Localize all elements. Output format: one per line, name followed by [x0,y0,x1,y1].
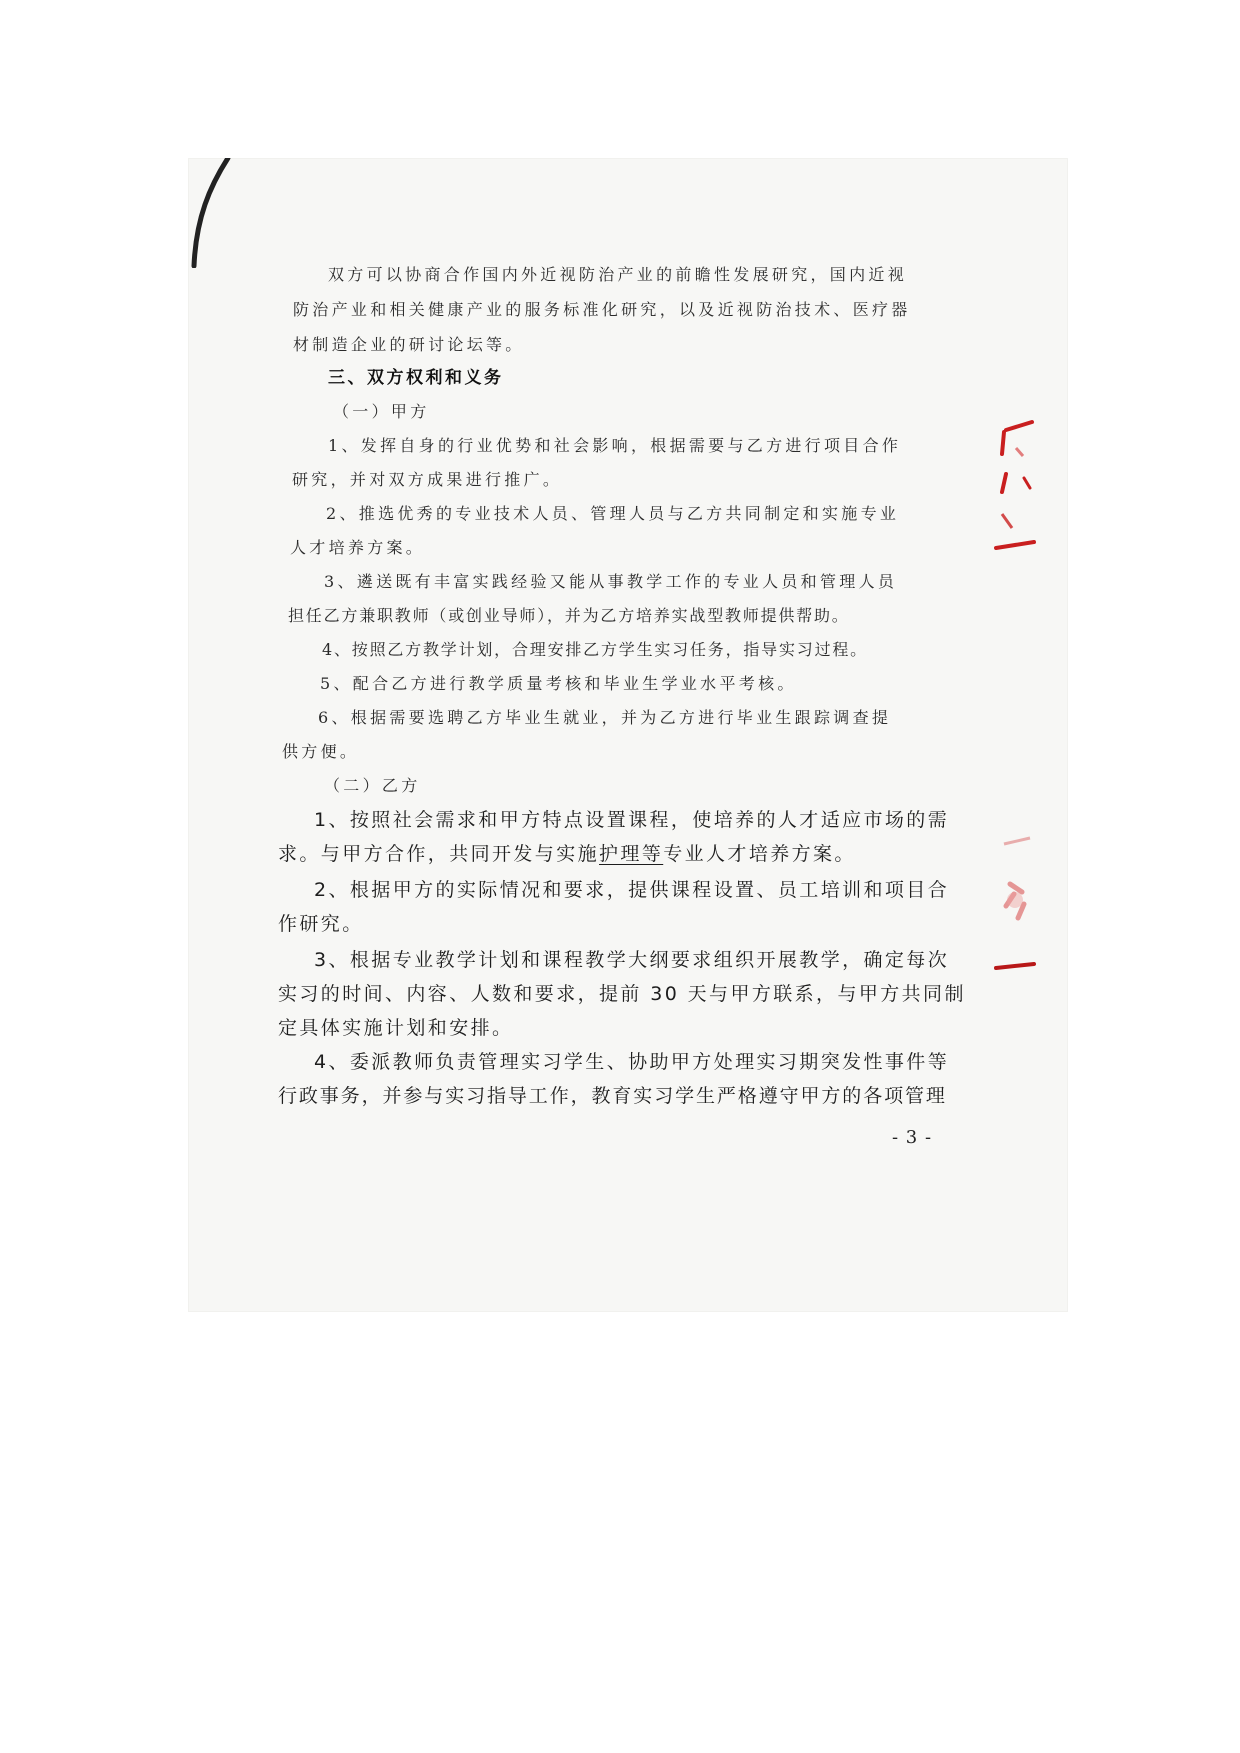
text-line: 1、发挥自身的行业优势和社会影响，根据需要与乙方进行项目合作 [328,436,902,455]
text-line: 双方可以协商合作国内外近视防治产业的前瞻性发展研究，国内近视 [328,265,908,284]
subsection-heading: （二）乙方 [324,776,421,795]
text-line: 供方便。 [282,742,360,761]
text-line: 4、按照乙方教学计划，合理安排乙方学生实习任务，指导实习过程。 [322,640,868,659]
text-line [278,842,856,866]
text-line: 3、根据专业教学计划和课程教学大纲要求组织开展教学，确定每次 [314,949,950,971]
underlined-field-value: 护理等 [599,843,664,865]
text-line: 4、委派教师负责管理实习学生、协助甲方处理实习期突发性事件等 [314,1051,950,1073]
text-line: 2、根据甲方的实际情况和要求，提供课程设置、员工培训和项目合 [314,879,950,901]
text-line: 2、推选优秀的专业技术人员、管理人员与乙方共同制定和实施专业 [326,504,900,523]
text-line: 材制造企业的研讨论坛等。 [293,335,525,354]
page-number: - 3 - [892,1127,933,1148]
scanned-document-page [188,158,1068,1312]
text-line: 5、配合乙方进行教学质量考核和毕业生学业水平考核。 [320,674,797,693]
subsection-heading: （一）甲方 [333,402,430,421]
text-line: 1、按照社会需求和甲方特点设置课程，使培养的人才适应市场的需 [314,809,950,831]
document-body [188,158,1068,1312]
text-line: 人才培养方案。 [290,538,426,557]
section-heading: 三、双方权利和义务 [328,368,504,388]
text-line: 担任乙方兼职教师（或创业导师），并为乙方培养实战型教师提供帮助。 [288,606,850,625]
text-line: 3、遴送既有丰富实践经验又能从事教学工作的专业人员和管理人员 [324,572,898,591]
text-line: 研究，并对双方成果进行推广。 [292,470,563,489]
text-line: 6、根据需要选聘乙方毕业生就业，并为乙方进行毕业生跟踪调查提 [318,708,892,727]
text-fragment: 专业人才培养方案。 [663,843,856,865]
text-line: 防治产业和相关健康产业的服务标准化研究，以及近视防治技术、医疗器 [293,300,911,319]
text-line: 定具体实施计划和安排。 [278,1017,514,1039]
text-fragment: 求。与甲方合作，共同开发与实施 [278,843,600,865]
text-line: 行政事务，并参与实习指导工作，教育实习学生严格遵守甲方的各项管理 [278,1085,947,1107]
text-line: 实习的时间、内容、人数和要求，提前 30 天与甲方联系，与甲方共同制 [278,983,966,1005]
text-line: 作研究。 [278,913,364,935]
